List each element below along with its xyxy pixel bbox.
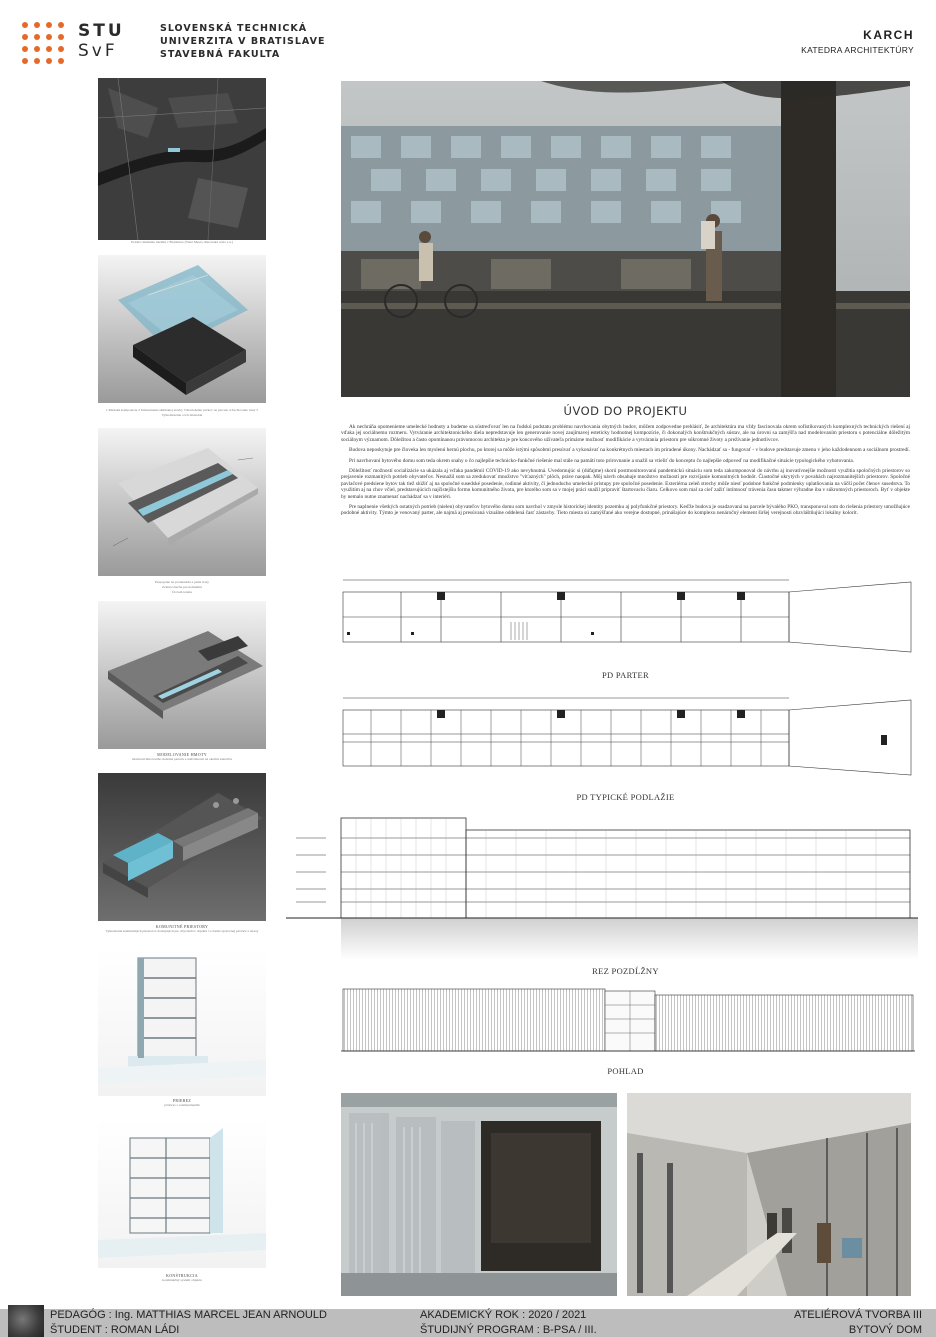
intro-paragraph: Pri navrhovaní bytového domu som teda okrem snahy o čo najlepšie technicko-funkčné riešenie mal stále na pamäti toto prirovnanie a snažil sa vtieliť do konceptu čo najlepšie odpoveď na modifikačné situácie typologického vyhotovania. [349, 457, 855, 464]
caption-title: MODELOVANIE HMOTY [157, 752, 207, 757]
typical-floor-plan [341, 690, 917, 785]
department-name: KATEDRA ARCHITEKTÚRY [801, 45, 914, 55]
school-line-2: UNIVERZITA V BRATISLAVE [160, 36, 326, 47]
student-avatar [8, 1305, 44, 1337]
caption-line: možnosti hmotového riešenia parteru a nadväznosti na okolitú zástavbu [131, 757, 233, 761]
intro-paragraph: Ak nechráňa opomenieme umelecké hodnoty a budeme sa sústreďovať len na ľudskú podstatu problému navrhovania obytných budov, môžem zodpovedne prehlásiť, že architektúra ma vždy fascinovala okrem sofistikovaných komplexných technických riešení aj vďaka jej sociálnemu rozmeru. Vytváranie architektonického diela nepredstavuje len generovanie novej zaujímavej esteticky hodnotnej kompozície, či dokonalých konštrukčných sústav, ale na úrovni sa zamýšľa nad modelovaním priestoru s potenciálne dôležitým sociálnym významom. Dôležitou a často opomínanou právomocou architekta je pre koncového užívateľa primárne možnosť modifikácie a vytvárania priestoru pre súkromné životy a prežívanie jednotlivcov. [341, 424, 910, 443]
caption-line: Vykreslenie komunitných priestorov dostupných pre obyvateľov objektu vo forme spoločnej pavlače a terasy [105, 929, 259, 933]
facade-axonometry-image [98, 773, 266, 921]
caption-line: Prepojenie na promenádu a pešie trasy [155, 580, 209, 584]
label-section: REZ POZDĹŽNY [592, 966, 659, 976]
elevation-drawing [341, 985, 915, 1057]
caption-site-axonometry [98, 580, 266, 595]
gallery-render-image [627, 1093, 911, 1296]
caption-title: KONŠTRUKCIA [166, 1273, 198, 1278]
ground-floor-plan [341, 572, 917, 662]
label-typical-floor-plan: PD TYPICKÉ PODLAŽIE [576, 792, 675, 802]
footer-study-program: ŠTUDIJNÝ PROGRAM : B-PSA / III. [420, 1324, 597, 1336]
caption-line: Úroveň terénu [171, 590, 193, 594]
terrain-axonometry-image [98, 255, 266, 403]
caption-line: pôdorys s rozmiestnením [164, 1103, 200, 1107]
department [801, 28, 914, 55]
school-name [160, 22, 325, 61]
department-code: KARCH [863, 28, 914, 42]
label-ground-floor-plan: PD PARTER [602, 670, 649, 680]
longitudinal-section [286, 810, 918, 960]
caption-facade [98, 924, 266, 934]
caption-title: KOMUNITNÉ PRIESTORY [155, 924, 209, 929]
logo-dots [22, 22, 70, 62]
caption-building-on-site [98, 752, 266, 762]
terrace-render-image [341, 1093, 617, 1296]
school-line-1: SLOVENSKÁ TECHNICKÁ [160, 23, 308, 34]
building-on-site-image [98, 601, 266, 749]
footer-academic-year: AKADEMICKÝ ROK : 2020 / 2021 [420, 1309, 587, 1321]
caption-line: konštrukčný systém objektu [162, 1278, 202, 1282]
intro-paragraph: Dôležitosť možností socializácie sa ukázala aj vďaka pandémii COVID-19 ako nevyhnutná. Uvedomujúc si (dúfajme) skorú postmonitorovanú pandemickú situáciu som teda zakomponoval do návrhu aj inovatívnejšie možnosti využitia spoločných priestorov so prejavenie rozmanitých potrieb obyvateľov. Nesnažil som sa zredukovať množstvo "víťazných" plôch, práve naopak. Môj návrh obsahuje množstvo možností pre rozvíjanie komunitných hodnôt. Čiastočné ukrytých v povahách najrozmanitejších priestorov. Spoločné pavlačové predsiene bytov tak tiež slúžiť aj na spoločné susedské posedenie, rodinné aktivity, či jednoducho umelecké prístupy pre spoločné posedenie. Exteriérna zeleň strechy môže niesť podobné funkčné podmienky uplatňovania na väčší počet členov susedstva. To využitím aj na chov včiel, predstavujúcich najčistejšiu formu komunitného života, pre ktorého som sa v mojej práci snažil pripraviť štartovaciu čiaru. Celkovo som mal za cieľ zažiť intímnosť trávenia času takmer výhradne iba v súkromných priestoroch. Byť v objekte by nemalo nutne znamenať nachádzať sa v interiéri. [341, 468, 910, 500]
site-map-image [98, 78, 266, 240]
caption-site-map: Poloha riešeného územia v Bratislave (Staré Mesto, Rusovská cesta a n.) [131, 240, 233, 244]
caption-title: PRIEREZ [172, 1098, 192, 1103]
caption-line: Zelená strecha pre komunitu [162, 585, 202, 589]
intro-paragraph: Budova neposkytuje pre človeka len myslenú hernú plochu, po ktorej sa môže istými spôsobmi presúvať a vykonávať na konkrétnych miestach im priradené úkony. Nachádzať sa - fungovať - v budove predstavuje zmenu v jeho každodennom a sociálnom prostredí. [349, 447, 910, 454]
footer-student: ŠTUDENT : ROMAN LÁDI [50, 1324, 180, 1336]
structure-image [98, 1118, 266, 1268]
site-axonometry-image [98, 428, 266, 576]
footer-project: BYTOVÝ DOM [848, 1324, 922, 1336]
intro-paragraph: Pre naplnenie všetkých ostatných potrieb (nielen) obyvateľov bytového domu som navrhol v zmysle historickej identity pozemku aj polyfunkčné priestory. Keďže budova je osadzovaná na parcele bývalého PKO, transponoval som do riešenia priestory umožňujúce podobné aktivity. Týmto je venovaný parter, ale najmä aj presúvaná vizuálne oddelená časť zástavby. Tieto miesta sú zamýšľané ako verejne dostupné, prinášajúce do komplexu nenáročný element širšej verejnosti obzvláštňujúci lokálny kolorit. [341, 504, 910, 517]
caption-terrain: 1 Mestské kompozície 2 Umiestnenie skúmanej stavby 3 Rozloženie prvkov na parcele 4 Zachovanie trasy 5 Vyhodnotenie a ich dôsledok [105, 408, 259, 417]
school-line-3: STAVEBNÁ FAKULTA [160, 49, 281, 60]
logo-text-stu: STU [78, 21, 125, 41]
footer-atelier: ATELIÉROVÁ TVORBA III [794, 1309, 922, 1321]
label-elevation: POHLAD [607, 1066, 644, 1076]
logo-text-svf: SvF [78, 41, 118, 61]
footer-bar [0, 1309, 936, 1337]
intro-title: ÚVOD DO PROJEKTU [563, 404, 688, 418]
intro-text [341, 424, 910, 521]
caption-section-cut [98, 1098, 266, 1108]
footer-pedagog: PEDAGÓG : Ing. MATTHIAS MARCEL JEAN ARNOULD [50, 1309, 327, 1321]
section-cut-image [98, 948, 266, 1096]
hero-render-image [341, 81, 910, 397]
caption-structure [98, 1273, 266, 1283]
